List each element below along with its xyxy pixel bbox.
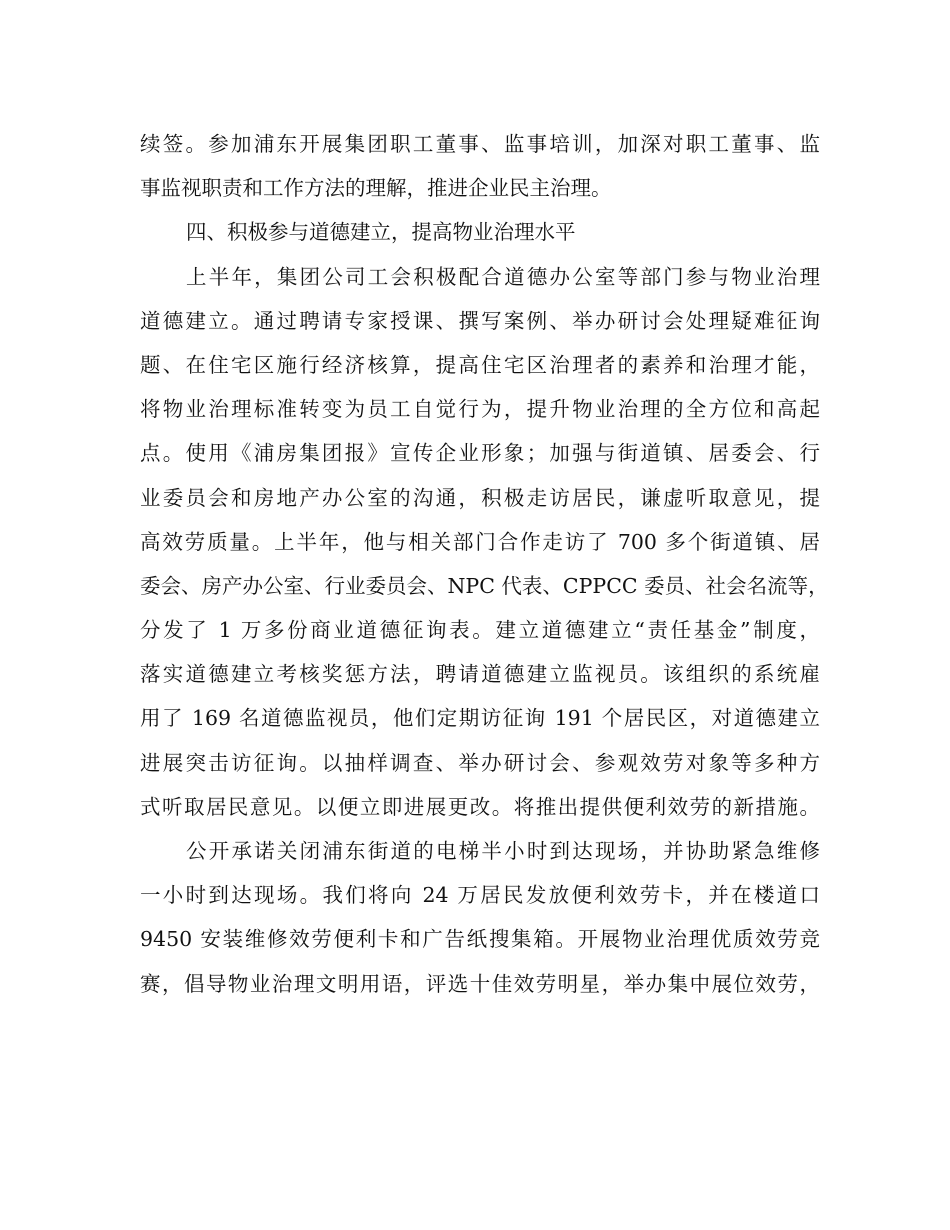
text-line: 一小时到达现场。我们将向 24 万居民发放便利效劳卡，并在楼道口 [140,883,820,908]
text-line: 用了 169 名道德监视员，他们定期访征询 191 个居民区，对道德建立 [140,706,820,731]
text-line: 分发了 1 万多份商业道德征询表。建立道德建立“责任基金”制度， [140,618,820,643]
text-line: 式听取居民意见。以便立即进展更改。将推出提供便利效劳的新措施。 [140,794,820,819]
text-line: 点。使用《浦房集团报》宣传企业形象；加强与街道镇、居委会、行 [140,441,820,466]
text-line: 续签。参加浦东开展集团职工董事、监事培训，加深对职工董事、监 [140,132,820,156]
text-line: 四、积极参与道德建立，提高物业治理水平 [186,220,576,245]
text-line: 赛，倡导物业治理文明用语，评选十佳效劳明星，举办集中展位效劳， [140,971,820,996]
text-line: 题、在住宅区施行经济核算，提高住宅区治理者的素养和治理才能， [140,352,820,377]
body-text [140,122,829,1006]
text-line: 将物业治理标准转变为员工自觉行为，提升物业治理的全方位和高起 [140,397,820,422]
text-line: 事监视职责和工作方法的理解，推进企业民主治理。 [140,176,612,201]
text-line: 进展突击访征询。以抽样调查、举办研讨会、参观效劳对象等多种方 [140,750,820,775]
text-line: 公开承诺关闭浦东街道的电梯半小时到达现场，并协助紧急维修 [186,839,820,863]
text-line: 上半年，集团公司工会积极配合道德办公室等部门参与物业治理 [186,264,820,289]
text-line: 委会、房产办公室、行业委员会、NPC 代表、CPPCC 委员、社会名流等， [140,573,829,598]
text-line: 落实道德建立考核奖惩方法，聘请道德建立监视员。该组织的系统雇 [140,662,820,687]
text-line: 9450 安装维修效劳便利卡和广告纸搜集箱。开展物业治理优质效劳竞 [140,927,820,952]
text-line: 业委员会和房地产办公室的沟通，积极走访居民，谦虚听取意见，提 [140,485,820,510]
text-line: 高效劳质量。上半年，他与相关部门合作走访了 700 多个街道镇、居 [140,529,820,554]
text-line: 道德建立。通过聘请专家授课、撰写案例、举办研讨会处理疑难征询 [140,308,820,333]
